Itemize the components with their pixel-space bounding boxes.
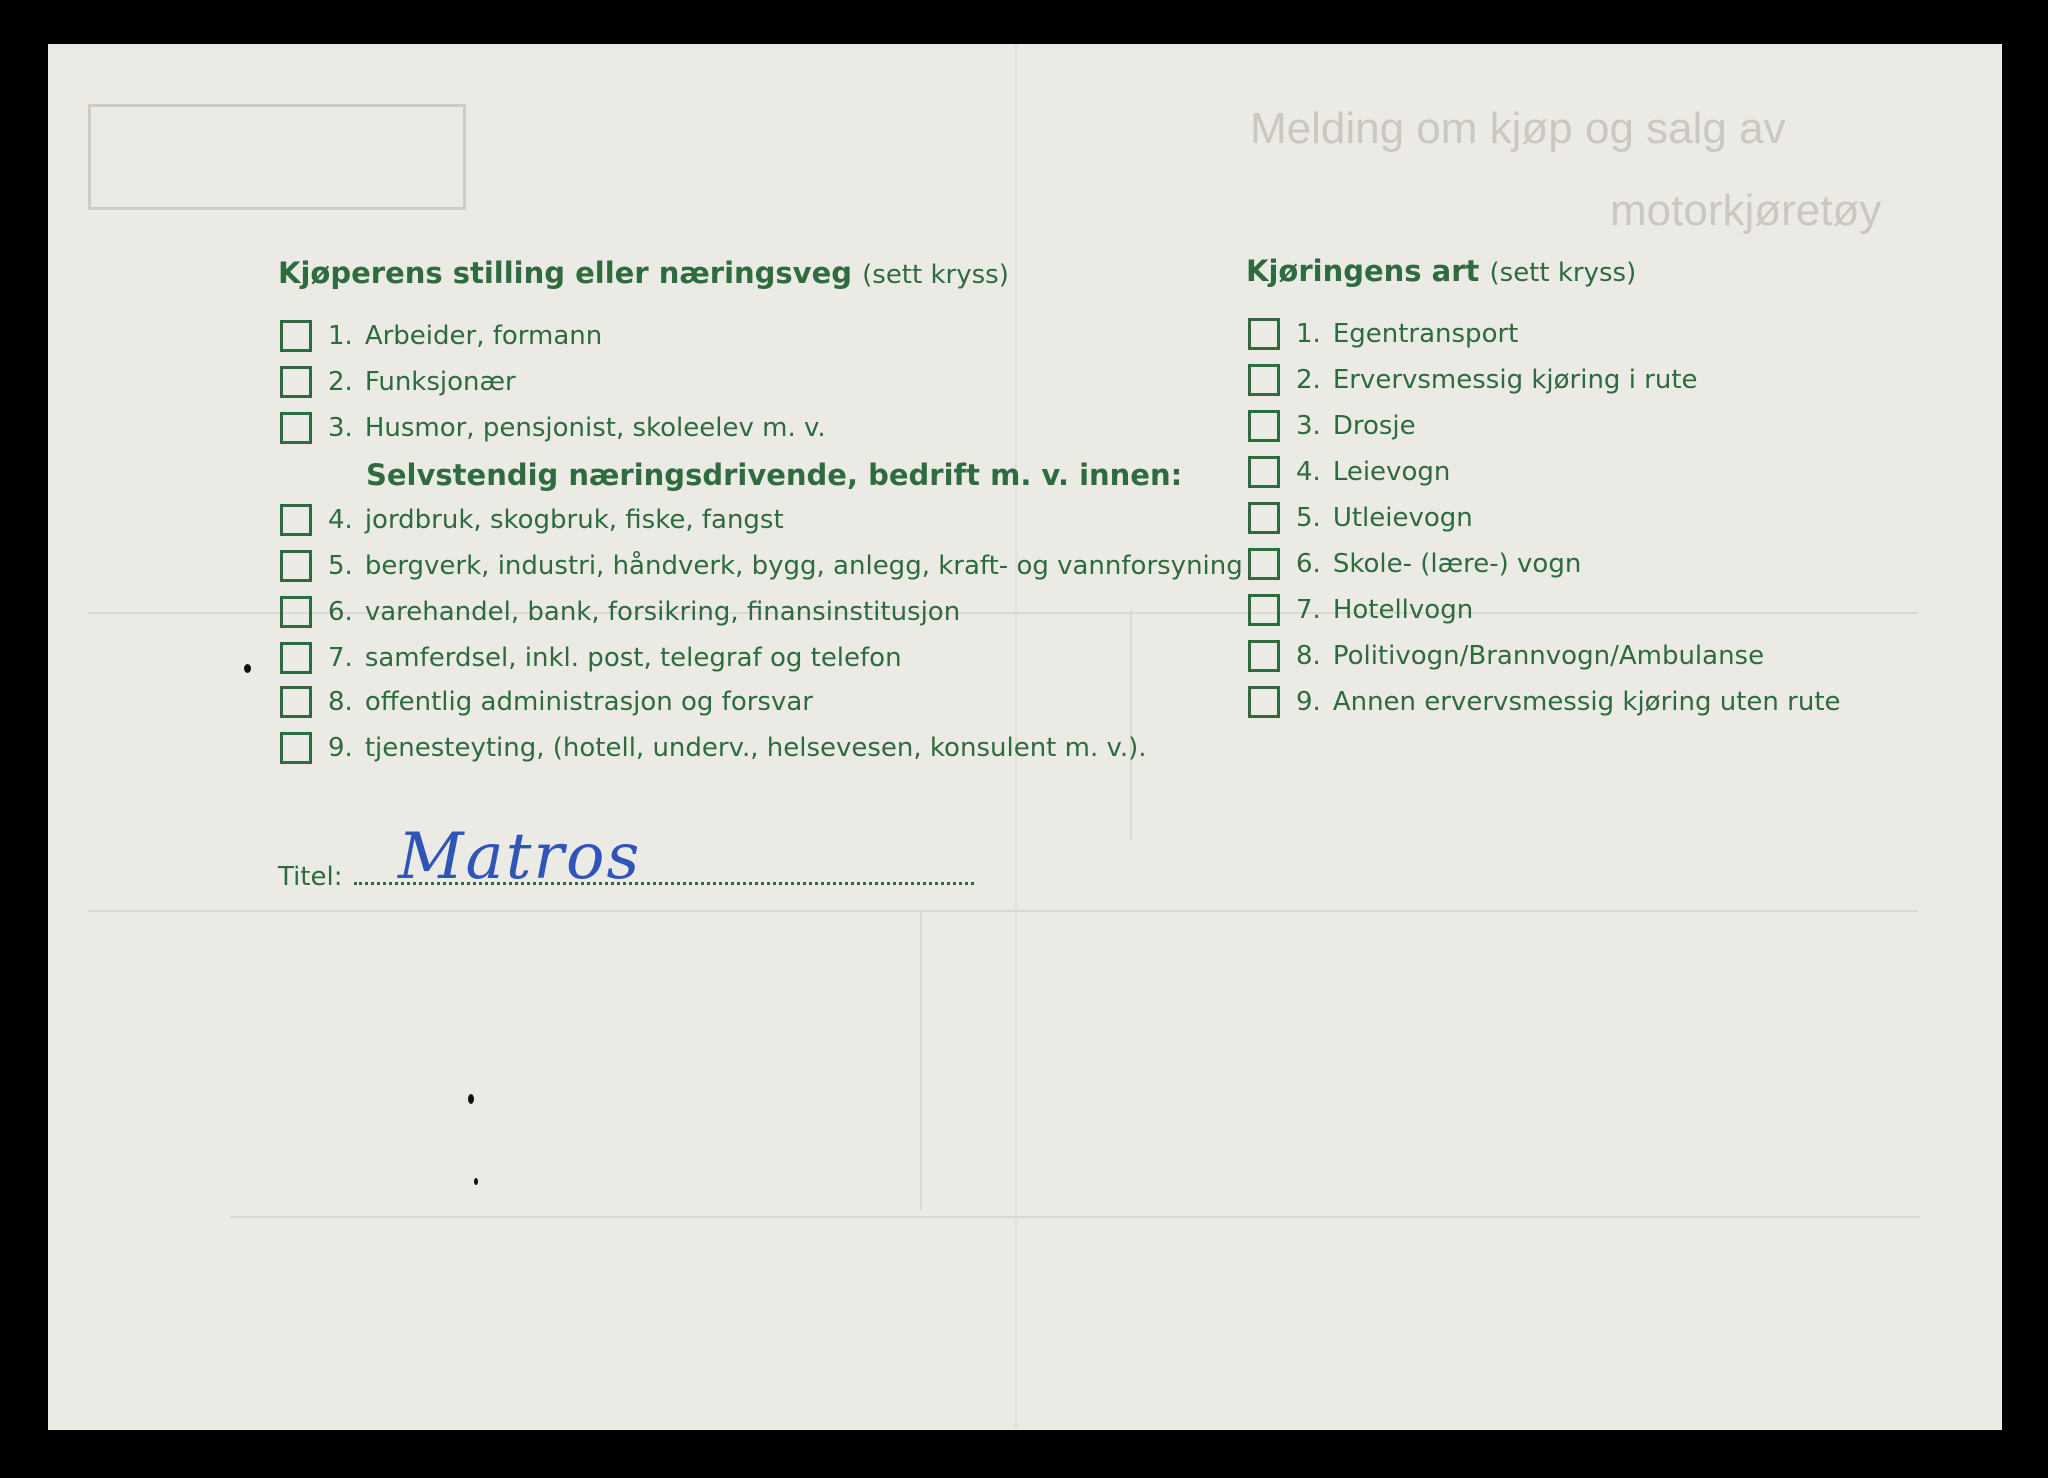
buyer-option-7: 7. samferdsel, inkl. post, telegraf og telefon [280,642,902,674]
buyer-occupation-heading-note: (sett kryss) [862,260,1009,290]
option-label: tjenesteyting, (hotell, underv., helsevesen, konsulent m. v.). [364,733,1147,763]
checkbox[interactable] [1248,686,1280,718]
checkbox[interactable] [280,412,312,444]
checkbox[interactable] [280,320,312,352]
option-label: Egentransport [1332,319,1519,349]
ink-speck [244,664,251,673]
bleed-through-rule [920,910,922,1210]
option-label: Drosje [1332,411,1416,441]
checkbox[interactable] [1248,410,1280,442]
checkbox[interactable] [1248,548,1280,580]
buyer-option-9: 9. tjenesteyting, (hotell, underv., helsevesen, konsulent m. v.). [280,732,1147,764]
checkbox[interactable] [1248,318,1280,350]
checkbox[interactable] [280,732,312,764]
driving-option-3: 3. Drosje [1248,410,1416,442]
bleed-through-rule [1130,610,1132,840]
driving-option-7: 7. Hotellvogn [1248,594,1473,626]
checkbox[interactable] [280,596,312,628]
option-label: samferdsel, inkl. post, telegraf og telefon [364,643,902,673]
option-label: Ervervsmessig kjøring i rute [1332,365,1698,395]
titel-label: Titel: [278,862,343,892]
driving-option-5: 5. Utleievogn [1248,502,1473,534]
bleed-through-rule [230,1216,1920,1218]
driving-option-4: 4. Leievogn [1248,456,1450,488]
driving-option-9: 9. Annen ervervsmessig kjøring uten rute [1248,686,1841,718]
option-label: jordbruk, skogbruk, fiske, fangst [364,505,784,535]
self-employed-subheading: Selvstendig næringsdrivende, bedrift m. v. innen: [366,458,1183,492]
driving-option-1: 1. Egentransport [1248,318,1518,350]
option-label: offentlig administrasjon og forsvar [364,687,813,717]
checkbox[interactable] [280,550,312,582]
driving-type-heading [1246,254,1636,288]
option-label: Utleievogn [1332,503,1473,533]
checkbox[interactable] [280,642,312,674]
buyer-occupation-heading-text: Kjøperens stilling eller næringsveg [278,256,853,290]
checkbox[interactable] [280,504,312,536]
checkbox[interactable] [1248,364,1280,396]
option-label: Annen ervervsmessig kjøring uten rute [1332,687,1841,717]
driving-type-heading-note: (sett kryss) [1489,258,1637,288]
option-label: Funksjonær [364,367,516,397]
buyer-option-8: 8. offentlig administrasjon og forsvar [280,686,813,718]
buyer-option-5: 5. bergverk, industri, håndverk, bygg, anlegg, kraft- og vannforsyning [280,550,1243,582]
driving-option-2: 2. Ervervsmessig kjøring i rute [1248,364,1698,396]
option-label: bergverk, industri, håndverk, bygg, anlegg, kraft- og vannforsyning [364,551,1243,581]
buyer-option-3: 3. Husmor, pensjonist, skoleelev m. v. [280,412,826,444]
checkbox[interactable] [1248,502,1280,534]
checkbox[interactable] [280,366,312,398]
checkbox[interactable] [1248,456,1280,488]
buyer-option-4: 4. jordbruk, skogbruk, fiske, fangst [280,504,784,536]
option-label: varehandel, bank, forsikring, finansinstitusjon [364,597,961,627]
option-label: Husmor, pensjonist, skoleelev m. v. [364,413,826,443]
driving-type-heading-text: Kjøringens art [1246,254,1480,288]
ink-speck [474,1178,478,1185]
option-label: Skole- (lære-) vogn [1332,549,1582,579]
bleed-through-stamp [88,104,466,210]
driving-option-8: 8. Politivogn/Brannvogn/Ambulanse [1248,640,1764,672]
option-label: Hotellvogn [1332,595,1474,625]
bleed-through-title-1: Melding om kjøp og salg av [1250,104,1786,153]
option-label: Leievogn [1332,457,1451,487]
driving-option-6: 6. Skole- (lære-) vogn [1248,548,1581,580]
buyer-option-1: 1. Arbeider, formann [280,320,602,352]
ink-speck [468,1094,474,1104]
titel-handwritten-value[interactable]: Matros [398,820,642,894]
buyer-occupation-heading [278,256,1009,290]
option-label: Politivogn/Brannvogn/Ambulanse [1332,641,1765,671]
buyer-option-2: 2. Funksjonær [280,366,516,398]
buyer-option-6: 6. varehandel, bank, forsikring, finansinstitusjon [280,596,960,628]
checkbox[interactable] [280,686,312,718]
checkbox[interactable] [1248,594,1280,626]
bleed-through-title-2: motorkjøretøy [1610,186,1882,235]
bleed-through-rule [88,910,1918,912]
option-label: Arbeider, formann [364,321,603,351]
checkbox[interactable] [1248,640,1280,672]
